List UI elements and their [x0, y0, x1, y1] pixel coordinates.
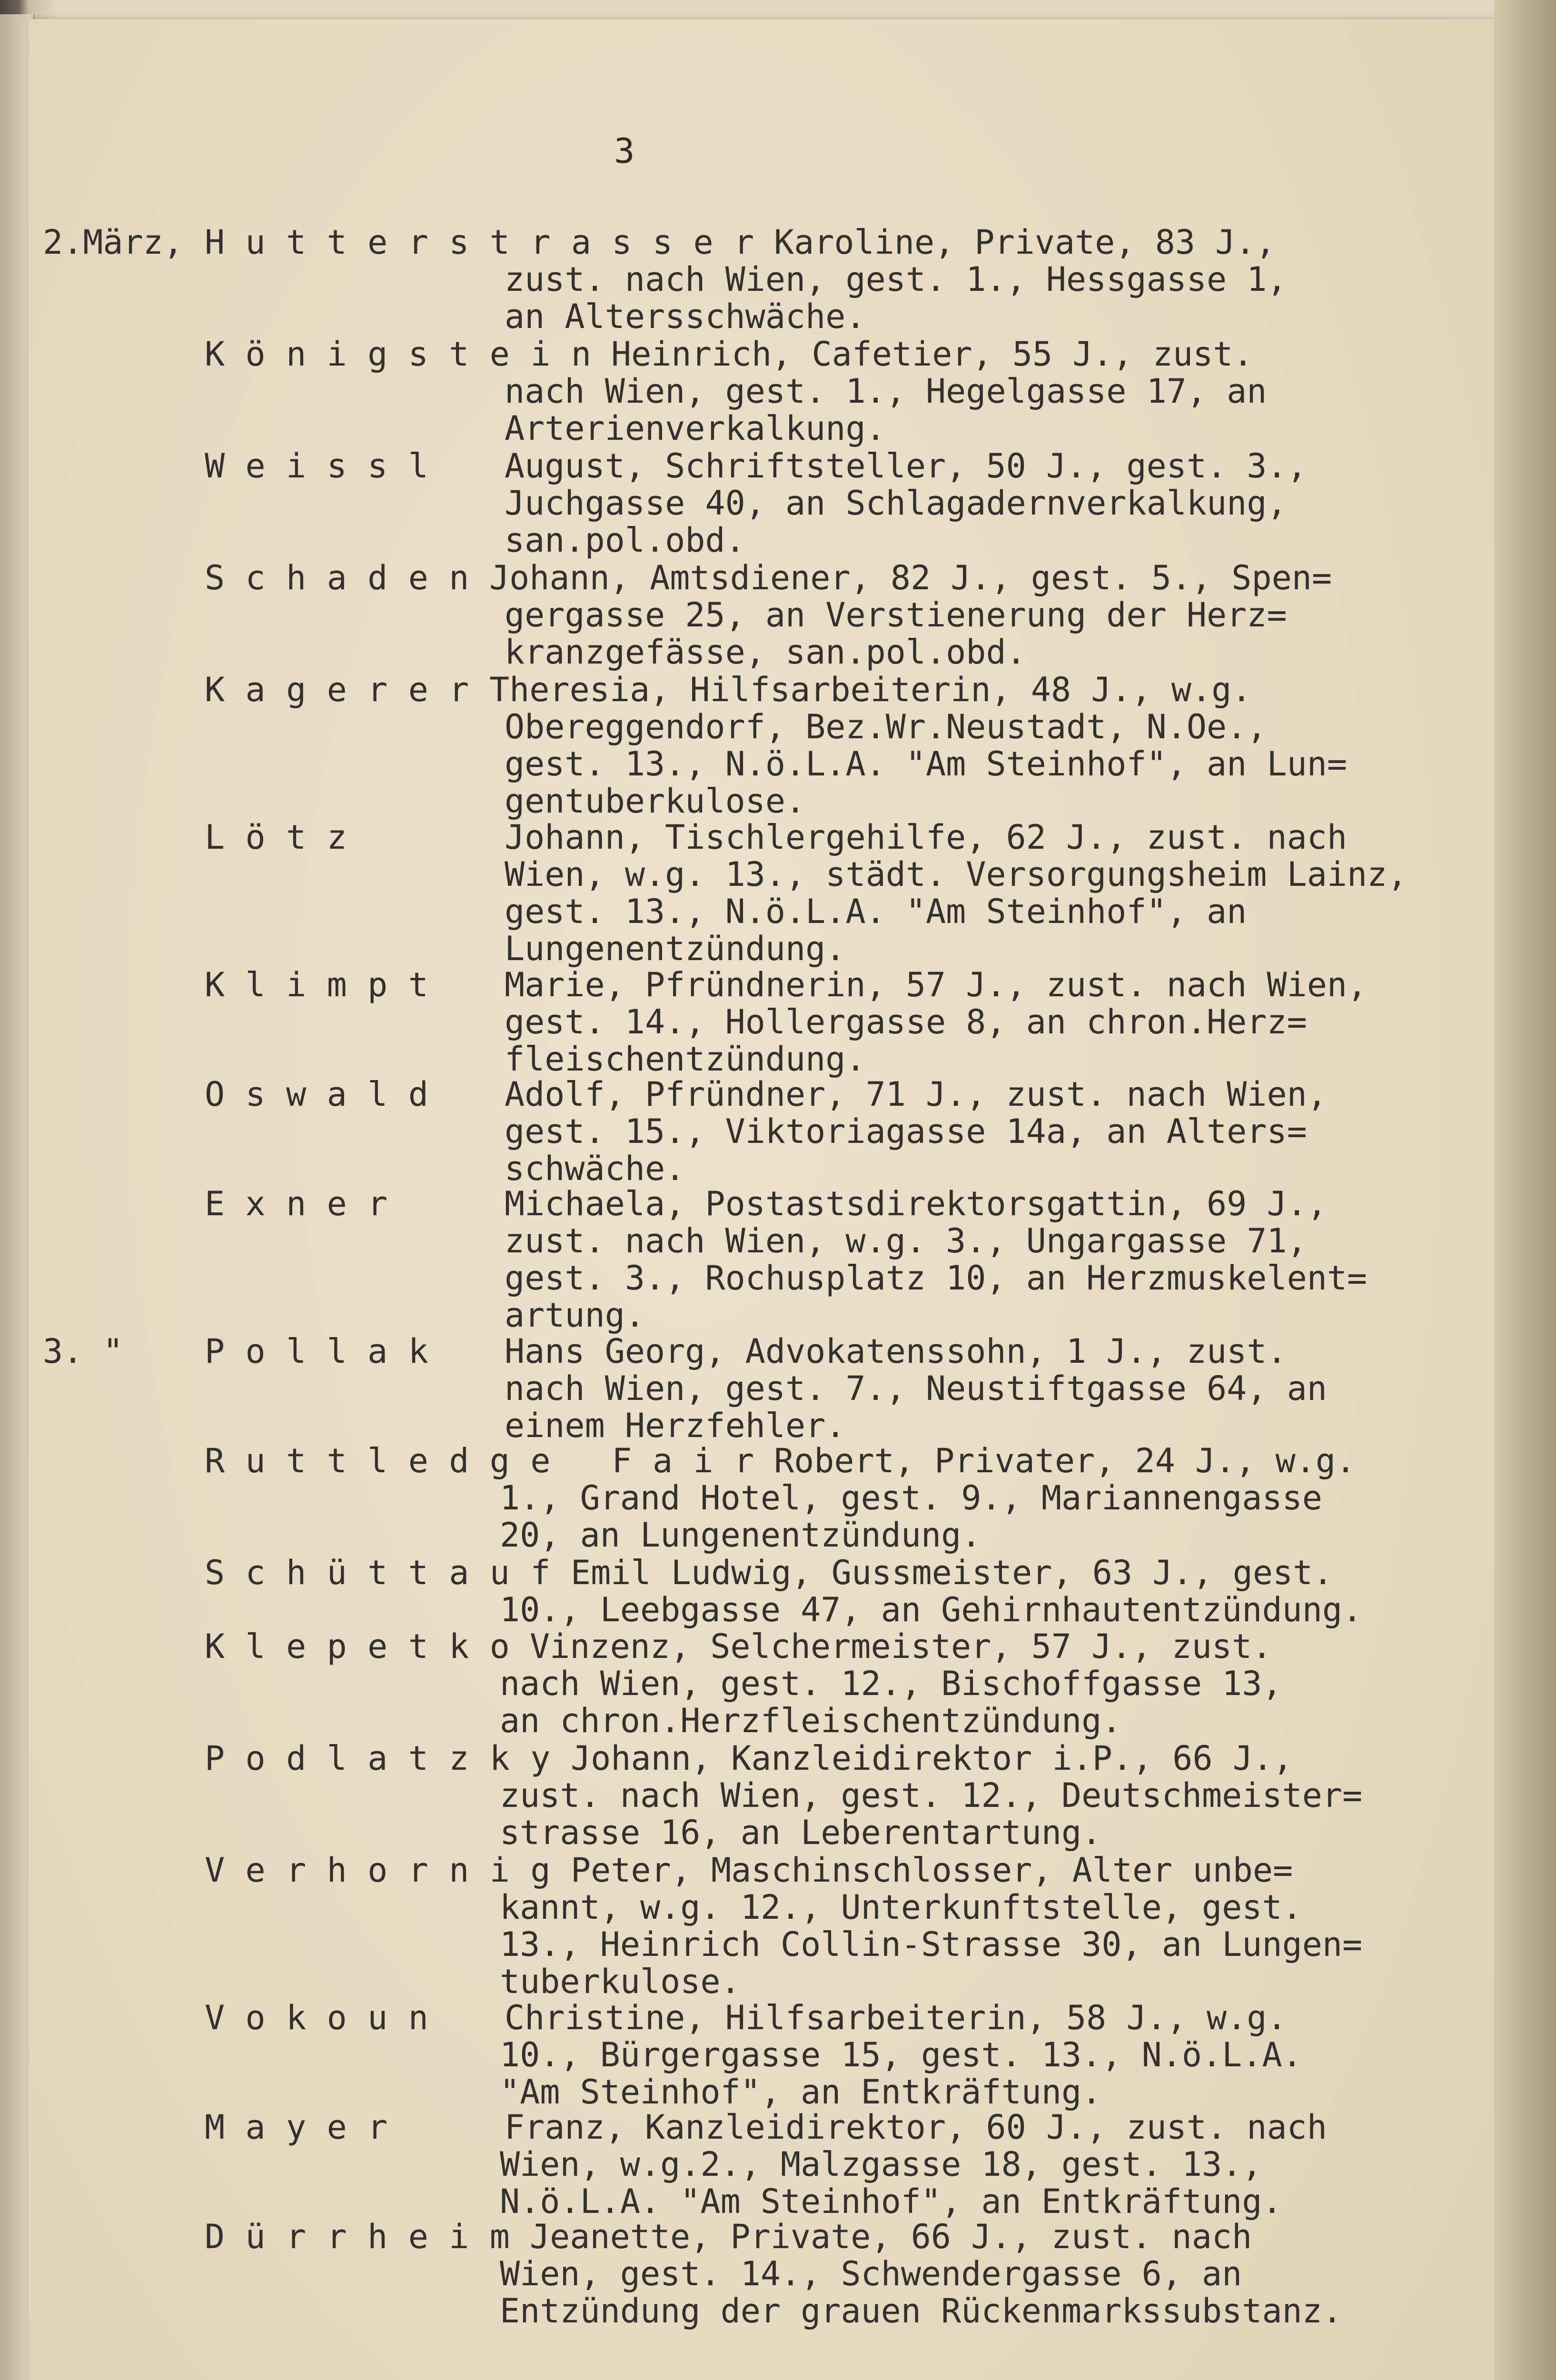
register-entry [29, 671, 1457, 820]
entry-text-line: Michaela, Postastsdirektorsgattin, 69 J., [505, 1184, 1327, 1223]
register-entry [29, 447, 1457, 559]
entry-text-line: Franz, Kanzleidirektor, 60 J., zust. nach [505, 2108, 1327, 2147]
entry-text-line: Peter, Maschinschlosser, Alter unbe= [571, 1851, 1293, 1890]
register-entry [29, 224, 1457, 335]
entry-surname: Klepetko [205, 1627, 531, 1666]
entry-text-line: nach Wien, gest. 7., Neustiftgasse 64, an [505, 1369, 1327, 1408]
entry-text-line: einem Herzfehler. [505, 1406, 846, 1445]
entry-text-line: zust. nach Wien, gest. 12., Deutschmeister= [500, 1776, 1363, 1815]
entry-text-line: artung. [505, 1296, 645, 1335]
page-stack-edge [1494, 0, 1556, 2380]
entry-text-line: Entzündung der grauen Rückenmarkssubstanz. [500, 2291, 1343, 2330]
register-entry [29, 1628, 1457, 1739]
entry-text-line: schwäche. [505, 1149, 685, 1188]
entry-surname: Königstein [205, 335, 612, 374]
entry-text-line: fleischentzündung. [505, 1040, 866, 1079]
entry-surname: Exner [205, 1184, 408, 1223]
entry-text-line: Robert, Privater, 24 J., w.g. [774, 1441, 1356, 1480]
entry-text-line: Johann, Tischlergehilfe, 62 J., zust. nach [505, 818, 1348, 857]
entry-text-line: zust. nach Wien, gest. 1., Hessgasse 1, [505, 260, 1287, 299]
register-entry [29, 1076, 1457, 1187]
entry-surname: Lötz [205, 818, 368, 857]
register-entry [29, 336, 1457, 447]
entry-surname: Hutterstrasser [205, 223, 775, 262]
register-entry [29, 1442, 1457, 1554]
entry-text-line: 20, an Lungenentzündung. [500, 1516, 981, 1555]
entry-text-line: gest. 14., Hollergasse 8, an chron.Herz= [505, 1002, 1307, 1041]
entry-text-line: an chron.Herzfleischentzündung. [500, 1701, 1122, 1740]
entry-text-line: Adolf, Pfründner, 71 J., zust. nach Wien, [505, 1075, 1327, 1114]
entry-surname: Verhornig [205, 1851, 571, 1890]
entry-text-line: zust. nach Wien, w.g. 3., Ungargasse 71, [505, 1221, 1307, 1260]
register-entry [29, 966, 1457, 1078]
entry-text-line: Obereggendorf, Bez.Wr.Neustadt, N.Oe., [505, 707, 1267, 746]
entry-text-line: kranzgefässe, san.pol.obd. [505, 633, 1026, 672]
entry-surname: Schüttauf [205, 1553, 571, 1592]
entry-text-line: 13., Heinrich Collin-Strasse 30, an Lungen= [500, 1925, 1363, 1964]
entry-surname: Pollak [205, 1332, 449, 1371]
entry-text-line: 10., Bürgergasse 15, gest. 13., N.ö.L.A. [500, 2035, 1302, 2074]
entry-text-line: Hans Georg, Advokatenssohn, 1 J., zust. [505, 1332, 1287, 1371]
entry-date: 2.März, [43, 223, 184, 262]
entry-text-line: an Altersschwäche. [505, 297, 866, 336]
entry-surname: Mayer [205, 2108, 408, 2147]
entry-text-line: gest. 3., Rochusplatz 10, an Herzmuskelent= [505, 1259, 1368, 1298]
entry-text-line: gest. 15., Viktoriagasse 14a, an Alters= [505, 1112, 1307, 1151]
entry-surname: Oswald [205, 1075, 449, 1114]
entry-surname: Schaden [205, 558, 490, 597]
entry-text-line: Wien, w.g. 13., städt. Versorgungsheim Lainz, [505, 855, 1407, 894]
entry-text-line: gest. 13., N.ö.L.A. "Am Steinhof", an [505, 892, 1247, 931]
entry-text-line: tuberkulose. [500, 1962, 741, 2001]
entry-surname: Dürrheim [205, 2217, 531, 2256]
entry-text-line: Johann, Kanzleidirektor i.P., 66 J., [571, 1739, 1293, 1778]
entry-text-line: Theresia, Hilfsarbeiterin, 48 J., w.g. [489, 670, 1252, 709]
entry-text-line: Juchgasse 40, an Schlagadernverkalkung, [505, 484, 1287, 523]
register-entry [29, 1333, 1457, 1444]
entry-text-line: August, Schriftsteller, 50 J., gest. 3., [505, 446, 1307, 486]
register-entry [29, 559, 1457, 671]
entry-text-line: 10., Leebgasse 47, an Gehirnhautentzündung. [500, 1590, 1363, 1629]
register-entry [29, 1740, 1457, 1851]
entry-text-line: strasse 16, an Leberentartung. [500, 1813, 1102, 1852]
entry-text-line: nach Wien, gest. 12., Bischoffgasse 13, [500, 1664, 1282, 1703]
entry-text-line: Christine, Hilfsarbeiterin, 58 J., w.g. [505, 1998, 1287, 2037]
entry-text-line: san.pol.obd. [505, 521, 745, 560]
entry-text-line: Marie, Pfründnerin, 57 J., zust. nach Wien, [505, 965, 1368, 1004]
entry-surname: Kagerer [205, 670, 490, 709]
entry-text-line: Vinzenz, Selchermeister, 57 J., zust. [530, 1627, 1272, 1666]
document-page [29, 19, 1499, 2380]
entry-surname: Klimpt [205, 965, 449, 1004]
entry-text-line: Karoline, Private, 83 J., [774, 223, 1276, 262]
entry-text-line: Wien, w.g.2., Malzgasse 18, gest. 13., [500, 2145, 1262, 2184]
entry-text-line: gergasse 25, an Verstienerung der Herz= [505, 595, 1287, 635]
entry-surname: Podlatzky [205, 1739, 571, 1778]
entry-text-line: Heinrich, Cafetier, 55 J., zust. [611, 335, 1253, 374]
entry-text-line: Jeanette, Private, 66 J., zust. nach [530, 2217, 1252, 2256]
entry-surname: Vokoun [205, 1998, 449, 2037]
register-entry [29, 1185, 1457, 1334]
entry-text-line: Johann, Amtsdiener, 82 J., gest. 5., Spen= [489, 558, 1332, 597]
entry-text-line: 1., Grand Hotel, gest. 9., Mariannengasse [500, 1478, 1322, 1517]
entry-surname: Ruttledge Fair [205, 1441, 775, 1480]
entry-text-line: Lungenentzündung. [505, 929, 846, 968]
entry-text-line: kannt, w.g. 12., Unterkunftstelle, gest. [500, 1888, 1302, 1927]
register-entry [29, 819, 1457, 967]
entry-text-line: Emil Ludwig, Gussmeister, 63 J., gest. [571, 1553, 1333, 1592]
death-register-entries [29, 19, 1499, 2380]
register-entry [29, 1554, 1457, 1628]
entry-text-line: "Am Steinhof", an Entkräftung. [500, 2073, 1102, 2112]
entry-text-line: nach Wien, gest. 1., Hegelgasse 17, an [505, 372, 1267, 411]
entry-text-line: gentuberkulose. [505, 782, 806, 821]
register-entry [29, 2218, 1457, 2330]
register-entry [29, 1852, 1457, 2000]
entry-text-line: Wien, gest. 14., Schwendergasse 6, an [500, 2254, 1242, 2293]
entry-date: 3. " [43, 1332, 123, 1371]
page-number: 3 [614, 131, 635, 171]
entry-text-line: N.ö.L.A. "Am Steinhof", an Entkräftung. [500, 2182, 1282, 2221]
register-entry [29, 2109, 1457, 2220]
entry-text-line: Arterienverkalkung. [505, 409, 886, 448]
entry-text-line: gest. 13., N.ö.L.A. "Am Steinhof", an Lun= [505, 744, 1348, 783]
register-entry [29, 1999, 1457, 2111]
entry-surname: Weissl [205, 446, 449, 486]
